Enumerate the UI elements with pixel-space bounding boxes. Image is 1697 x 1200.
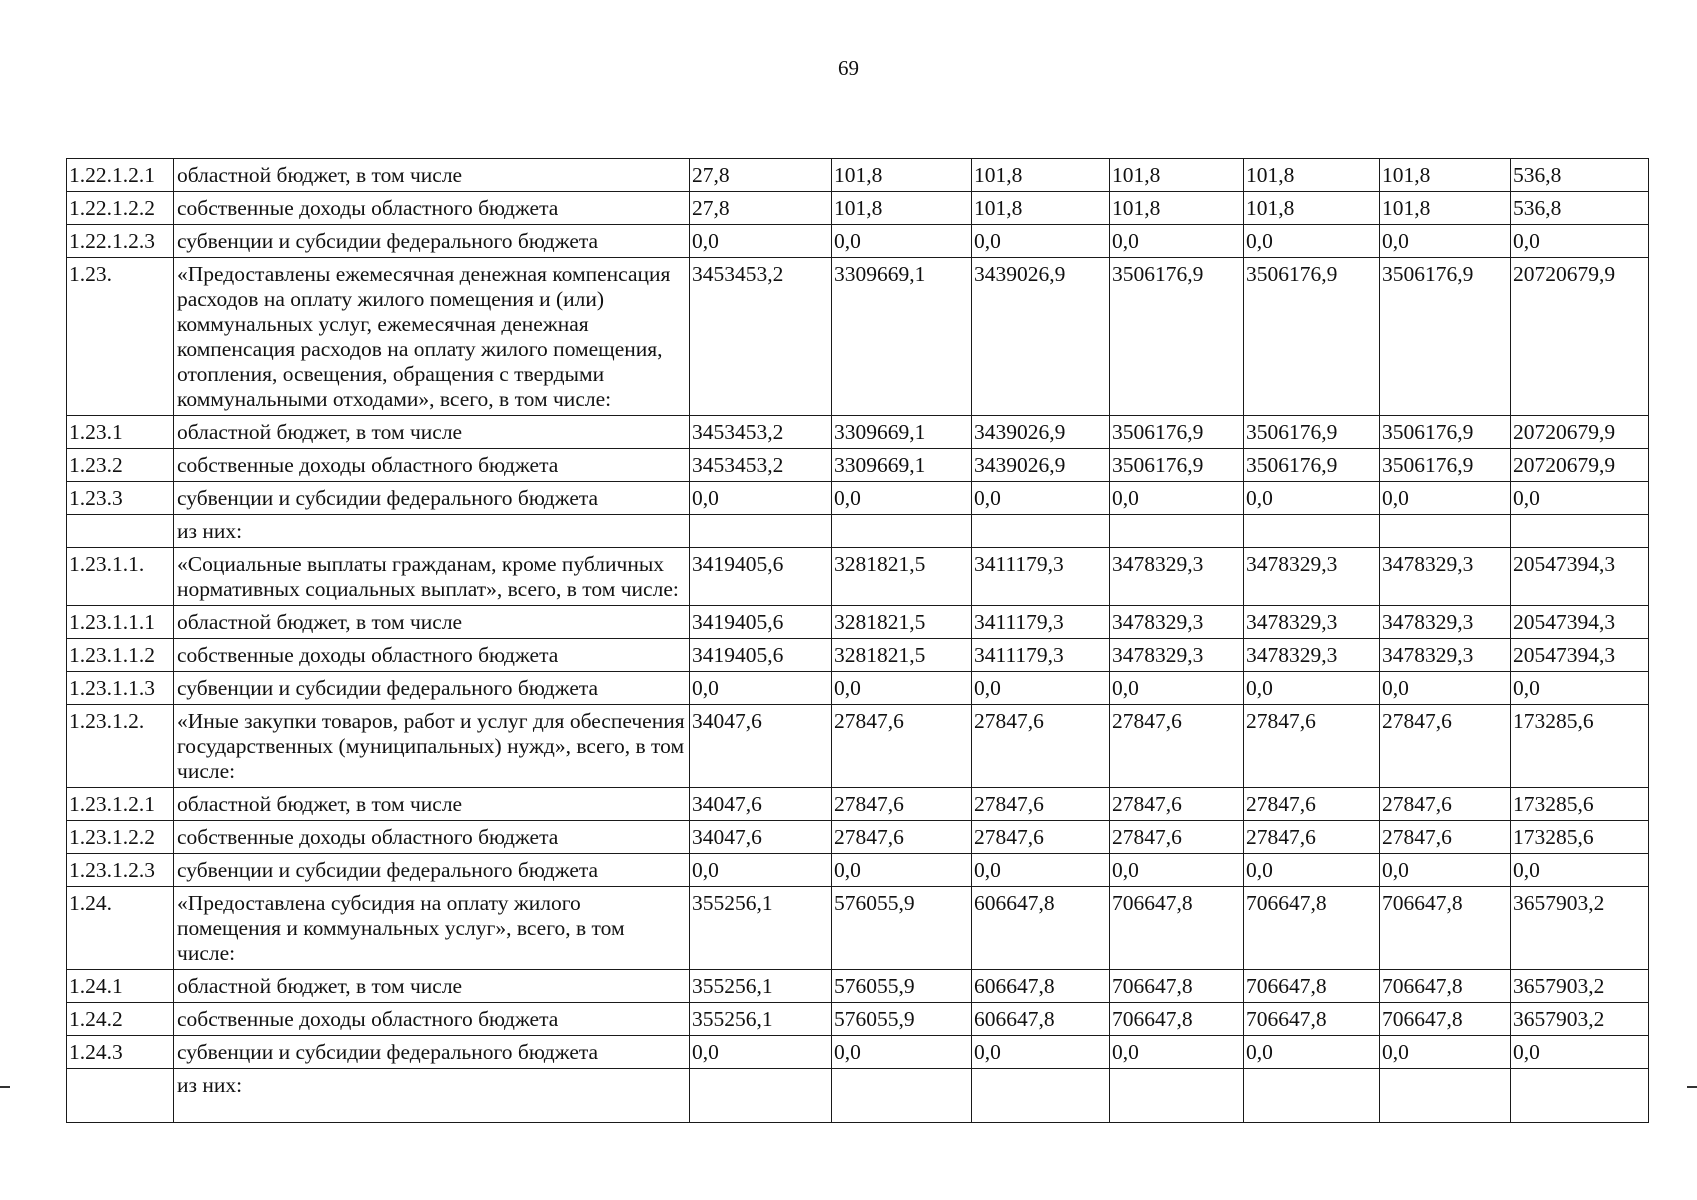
row-code: 1.23.1.1.1 [67, 606, 174, 639]
value-cell: 27847,6 [832, 821, 972, 854]
value-cell: 536,8 [1511, 192, 1649, 225]
value-cell [832, 1069, 972, 1123]
row-description: «Предоставлена субсидия на оплату жилого помещения и коммунальных услуг», всего, в том числе: [174, 887, 690, 970]
value-cell: 0,0 [1244, 854, 1380, 887]
table-row [67, 1036, 1649, 1069]
value-cell: 606647,8 [972, 887, 1110, 970]
row-description: из них: [174, 1069, 690, 1123]
value-cell: 3419405,6 [690, 639, 832, 672]
value-cell: 0,0 [972, 482, 1110, 515]
value-cell: 3439026,9 [972, 416, 1110, 449]
row-description: «Предоставлены ежемесячная денежная компенсация расходов на оплату жилого помещения и (или) коммунальных услуг, ежемесячная денежная компенсация расходов на оплату жилого помещения, отопления, освещения, обращения с твердыми коммунальными отходами», всего, в том числе: [174, 258, 690, 416]
value-cell: 3478329,3 [1244, 606, 1380, 639]
value-cell: 706647,8 [1110, 970, 1244, 1003]
value-cell: 27,8 [690, 192, 832, 225]
table-row [67, 548, 1649, 606]
table-row [67, 854, 1649, 887]
table-row [67, 970, 1649, 1003]
value-cell [1380, 1069, 1511, 1123]
value-cell: 3439026,9 [972, 258, 1110, 416]
value-cell: 0,0 [1511, 854, 1649, 887]
row-code: 1.23.1.2.2 [67, 821, 174, 854]
value-cell: 0,0 [690, 854, 832, 887]
value-cell: 0,0 [1110, 1036, 1244, 1069]
row-description: субвенции и субсидии федерального бюджета [174, 482, 690, 515]
value-cell: 20547394,3 [1511, 548, 1649, 606]
value-cell: 355256,1 [690, 1003, 832, 1036]
value-cell: 101,8 [972, 159, 1110, 192]
table-row [67, 821, 1649, 854]
value-cell: 20720679,9 [1511, 449, 1649, 482]
page-number: 69 [838, 56, 859, 80]
value-cell: 0,0 [972, 1036, 1110, 1069]
value-cell: 3506176,9 [1380, 449, 1511, 482]
value-cell: 0,0 [1110, 482, 1244, 515]
table-row [67, 788, 1649, 821]
value-cell: 3506176,9 [1110, 416, 1244, 449]
value-cell: 20720679,9 [1511, 258, 1649, 416]
value-cell: 3506176,9 [1244, 258, 1380, 416]
value-cell: 27847,6 [1110, 788, 1244, 821]
value-cell: 3478329,3 [1244, 548, 1380, 606]
value-cell: 101,8 [1380, 192, 1511, 225]
value-cell: 20547394,3 [1511, 639, 1649, 672]
row-code: 1.23.1.1.3 [67, 672, 174, 705]
value-cell: 34047,6 [690, 788, 832, 821]
value-cell: 0,0 [1380, 672, 1511, 705]
value-cell: 0,0 [972, 672, 1110, 705]
value-cell: 27847,6 [1244, 788, 1380, 821]
row-description: областной бюджет, в том числе [174, 159, 690, 192]
value-cell: 3506176,9 [1110, 449, 1244, 482]
value-cell: 3478329,3 [1110, 606, 1244, 639]
value-cell: 0,0 [1110, 854, 1244, 887]
value-cell: 0,0 [1380, 1036, 1511, 1069]
value-cell [1110, 515, 1244, 548]
row-code: 1.23.1.2.1 [67, 788, 174, 821]
value-cell: 0,0 [1244, 672, 1380, 705]
value-cell: 173285,6 [1511, 705, 1649, 788]
value-cell: 3657903,2 [1511, 1003, 1649, 1036]
value-cell: 3281821,5 [832, 548, 972, 606]
value-cell: 101,8 [1110, 192, 1244, 225]
value-cell: 0,0 [832, 1036, 972, 1069]
value-cell: 27847,6 [1244, 705, 1380, 788]
value-cell: 3478329,3 [1244, 639, 1380, 672]
value-cell: 3506176,9 [1380, 258, 1511, 416]
value-cell: 27847,6 [1380, 821, 1511, 854]
value-cell [1511, 515, 1649, 548]
value-cell: 576055,9 [832, 887, 972, 970]
row-description: собственные доходы областного бюджета [174, 449, 690, 482]
value-cell [690, 1069, 832, 1123]
value-cell: 3453453,2 [690, 416, 832, 449]
value-cell: 3453453,2 [690, 449, 832, 482]
row-description: субвенции и субсидии федерального бюджета [174, 672, 690, 705]
row-description: областной бюджет, в том числе [174, 970, 690, 1003]
value-cell: 101,8 [832, 159, 972, 192]
table-row [67, 258, 1649, 416]
value-cell: 34047,6 [690, 705, 832, 788]
value-cell [1244, 515, 1380, 548]
value-cell: 0,0 [1110, 672, 1244, 705]
value-cell: 3411179,3 [972, 639, 1110, 672]
value-cell: 355256,1 [690, 970, 832, 1003]
value-cell: 27847,6 [972, 821, 1110, 854]
row-code: 1.22.1.2.2 [67, 192, 174, 225]
value-cell: 3657903,2 [1511, 970, 1649, 1003]
value-cell: 3657903,2 [1511, 887, 1649, 970]
left-edge-mark [0, 1086, 10, 1088]
value-cell: 27847,6 [832, 705, 972, 788]
value-cell: 0,0 [1380, 482, 1511, 515]
row-code: 1.23.1.1.2 [67, 639, 174, 672]
table-row [67, 1003, 1649, 1036]
row-description: областной бюджет, в том числе [174, 416, 690, 449]
row-code: 1.23.1 [67, 416, 174, 449]
row-code [67, 515, 174, 548]
value-cell: 101,8 [1244, 192, 1380, 225]
right-edge-mark [1687, 1086, 1697, 1088]
value-cell [972, 515, 1110, 548]
table-row [67, 672, 1649, 705]
value-cell: 706647,8 [1244, 1003, 1380, 1036]
value-cell: 3506176,9 [1110, 258, 1244, 416]
value-cell: 3506176,9 [1244, 416, 1380, 449]
row-code: 1.23.1.2.3 [67, 854, 174, 887]
row-code: 1.23.2 [67, 449, 174, 482]
value-cell: 3439026,9 [972, 449, 1110, 482]
table-row [67, 416, 1649, 449]
table-row [67, 449, 1649, 482]
value-cell: 0,0 [1511, 1036, 1649, 1069]
table-row [67, 606, 1649, 639]
value-cell: 27847,6 [1110, 821, 1244, 854]
row-description: «Иные закупки товаров, работ и услуг для обеспечения государственных (муниципальных) нужд», всего, в том числе: [174, 705, 690, 788]
row-code: 1.23.1.1. [67, 548, 174, 606]
value-cell: 0,0 [832, 482, 972, 515]
table-row [67, 159, 1649, 192]
value-cell: 3453453,2 [690, 258, 832, 416]
value-cell: 706647,8 [1380, 887, 1511, 970]
row-code: 1.22.1.2.3 [67, 225, 174, 258]
value-cell: 0,0 [1110, 225, 1244, 258]
value-cell [1380, 515, 1511, 548]
row-code [67, 1069, 174, 1123]
value-cell: 3281821,5 [832, 606, 972, 639]
value-cell [832, 515, 972, 548]
value-cell: 27847,6 [832, 788, 972, 821]
value-cell: 101,8 [1110, 159, 1244, 192]
value-cell: 0,0 [1511, 672, 1649, 705]
value-cell [972, 1069, 1110, 1123]
value-cell: 3478329,3 [1110, 548, 1244, 606]
value-cell: 20720679,9 [1511, 416, 1649, 449]
row-code: 1.24.2 [67, 1003, 174, 1036]
row-code: 1.23. [67, 258, 174, 416]
table-row [67, 639, 1649, 672]
value-cell: 606647,8 [972, 970, 1110, 1003]
value-cell: 20547394,3 [1511, 606, 1649, 639]
row-description: субвенции и субсидии федерального бюджета [174, 225, 690, 258]
value-cell: 3309669,1 [832, 416, 972, 449]
value-cell: 27847,6 [972, 705, 1110, 788]
value-cell: 0,0 [1511, 482, 1649, 515]
value-cell: 3411179,3 [972, 548, 1110, 606]
row-description: собственные доходы областного бюджета [174, 821, 690, 854]
row-description: субвенции и субсидии федерального бюджета [174, 1036, 690, 1069]
value-cell: 173285,6 [1511, 788, 1649, 821]
row-code: 1.22.1.2.1 [67, 159, 174, 192]
table-row [67, 705, 1649, 788]
row-description: собственные доходы областного бюджета [174, 192, 690, 225]
value-cell: 3419405,6 [690, 606, 832, 639]
value-cell [1110, 1069, 1244, 1123]
value-cell: 3281821,5 [832, 639, 972, 672]
row-description: областной бюджет, в том числе [174, 788, 690, 821]
row-description: собственные доходы областного бюджета [174, 639, 690, 672]
value-cell: 3478329,3 [1110, 639, 1244, 672]
table-body [67, 159, 1649, 1123]
row-code: 1.23.1.2. [67, 705, 174, 788]
value-cell: 3506176,9 [1244, 449, 1380, 482]
value-cell: 355256,1 [690, 887, 832, 970]
row-description: собственные доходы областного бюджета [174, 1003, 690, 1036]
row-code: 1.23.3 [67, 482, 174, 515]
value-cell: 101,8 [1244, 159, 1380, 192]
value-cell: 0,0 [1380, 225, 1511, 258]
value-cell [1244, 1069, 1380, 1123]
row-code: 1.24.1 [67, 970, 174, 1003]
value-cell: 576055,9 [832, 1003, 972, 1036]
value-cell: 0,0 [1244, 1036, 1380, 1069]
value-cell: 0,0 [1380, 854, 1511, 887]
value-cell: 0,0 [690, 482, 832, 515]
table-row [67, 1069, 1649, 1123]
value-cell: 173285,6 [1511, 821, 1649, 854]
value-cell: 3309669,1 [832, 449, 972, 482]
value-cell: 101,8 [1380, 159, 1511, 192]
value-cell: 576055,9 [832, 970, 972, 1003]
value-cell: 706647,8 [1244, 887, 1380, 970]
table-row [67, 887, 1649, 970]
table-row [67, 482, 1649, 515]
value-cell: 0,0 [690, 1036, 832, 1069]
value-cell: 3478329,3 [1380, 639, 1511, 672]
value-cell: 706647,8 [1380, 970, 1511, 1003]
value-cell: 101,8 [972, 192, 1110, 225]
value-cell: 101,8 [832, 192, 972, 225]
value-cell: 706647,8 [1110, 1003, 1244, 1036]
value-cell: 706647,8 [1380, 1003, 1511, 1036]
value-cell: 3506176,9 [1380, 416, 1511, 449]
value-cell: 3478329,3 [1380, 548, 1511, 606]
value-cell: 0,0 [690, 225, 832, 258]
table-row [67, 515, 1649, 548]
value-cell: 27847,6 [1244, 821, 1380, 854]
value-cell: 27,8 [690, 159, 832, 192]
value-cell [690, 515, 832, 548]
row-description: из них: [174, 515, 690, 548]
budget-table [66, 158, 1649, 1123]
value-cell: 3411179,3 [972, 606, 1110, 639]
value-cell: 27847,6 [972, 788, 1110, 821]
value-cell: 0,0 [832, 672, 972, 705]
value-cell [1511, 1069, 1649, 1123]
value-cell: 0,0 [972, 854, 1110, 887]
row-description: субвенции и субсидии федерального бюджета [174, 854, 690, 887]
table-row [67, 192, 1649, 225]
value-cell: 3309669,1 [832, 258, 972, 416]
value-cell: 0,0 [1511, 225, 1649, 258]
value-cell: 34047,6 [690, 821, 832, 854]
value-cell: 0,0 [1244, 482, 1380, 515]
value-cell: 706647,8 [1244, 970, 1380, 1003]
value-cell: 27847,6 [1380, 788, 1511, 821]
value-cell: 0,0 [972, 225, 1110, 258]
value-cell: 0,0 [1244, 225, 1380, 258]
value-cell: 27847,6 [1380, 705, 1511, 788]
row-description: «Социальные выплаты гражданам, кроме публичных нормативных социальных выплат», всего, в том числе: [174, 548, 690, 606]
value-cell: 3419405,6 [690, 548, 832, 606]
value-cell: 536,8 [1511, 159, 1649, 192]
row-code: 1.24.3 [67, 1036, 174, 1069]
value-cell: 3478329,3 [1380, 606, 1511, 639]
row-code: 1.24. [67, 887, 174, 970]
value-cell: 706647,8 [1110, 887, 1244, 970]
row-description: областной бюджет, в том числе [174, 606, 690, 639]
value-cell: 0,0 [690, 672, 832, 705]
value-cell: 0,0 [832, 225, 972, 258]
value-cell: 0,0 [832, 854, 972, 887]
value-cell: 27847,6 [1110, 705, 1244, 788]
value-cell: 606647,8 [972, 1003, 1110, 1036]
table-row [67, 225, 1649, 258]
